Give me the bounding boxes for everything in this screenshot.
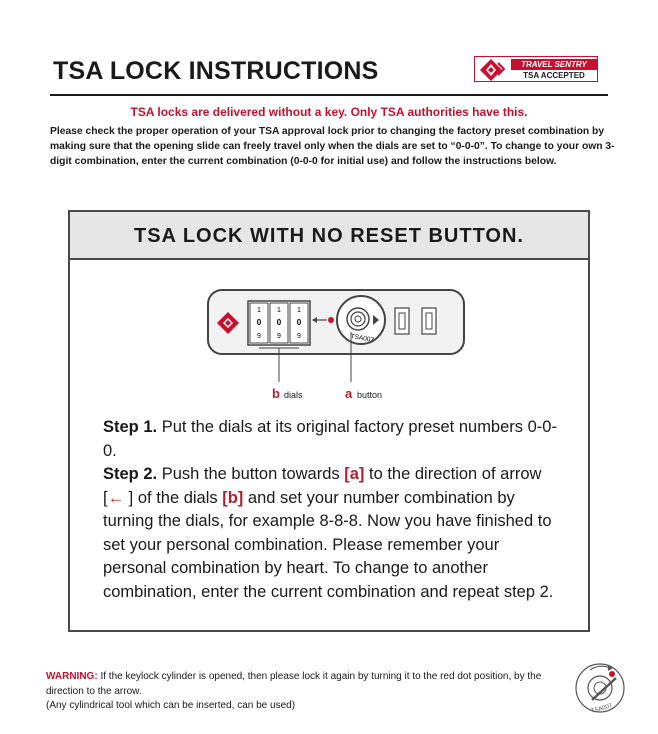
warning-stamp: TSA007: [590, 703, 613, 715]
dial-3-top: 1: [297, 307, 301, 314]
callout-b: [259, 348, 303, 401]
callout-b-text: dials: [284, 390, 303, 400]
step-1: [103, 416, 566, 463]
callout-a-letter: a: [345, 386, 353, 401]
page-title: TSA LOCK INSTRUCTIONS: [53, 57, 379, 85]
dial-1-mid: 0: [256, 318, 262, 327]
dial-3-bot: 9: [297, 333, 301, 340]
badge-line-tsa-accepted: TSA ACCEPTED: [523, 71, 585, 80]
warning-label: WARNING:: [46, 671, 98, 682]
step-1-label: Step 1.: [103, 418, 158, 436]
step-2-label: Step 2.: [103, 465, 158, 483]
lock-slider-right: [422, 308, 436, 334]
step-2-text-4: and set your number combination by turning the dials, for example 8-8-8. Now you have finished to set your personal combination. Please remember your personal combination by heart. To change to another combination, enter the current combination and repeat step 2.: [103, 488, 554, 601]
dial-3: [290, 303, 308, 343]
dial-1-top: 1: [257, 307, 261, 314]
dial-1-bot: 9: [257, 333, 261, 340]
step-2-ref-a: [a]: [344, 465, 365, 483]
callout-a-text: button: [357, 390, 383, 400]
cylinder-stamp: TSA007: [350, 333, 375, 345]
dial-2-mid: 0: [276, 318, 282, 327]
travel-sentry-badge: [474, 56, 598, 82]
step-2-text-3: ] of the dials: [124, 488, 223, 507]
keylock-cylinder-icon: [572, 660, 628, 716]
instruction-steps: [103, 416, 566, 604]
header-divider: [50, 94, 608, 96]
dial-3-mid: 0: [296, 318, 302, 327]
warning-text: If the keylock cylinder is opened, then please lock it again by turning it to the red dot position, by the direction to the arrow.: [46, 671, 542, 697]
dial-1: [250, 303, 268, 343]
callout-b-letter: b: [272, 386, 280, 401]
tsa-lock-illustration: [200, 282, 530, 412]
arrow-left-symbol: ←: [107, 488, 125, 507]
intro-paragraph: Please check the proper operation of your TSA approval lock prior to changing the factory preset combination by making sure that the opening slide can freely travel only when the dials are set to “0-0-0”. To change to your own 3-digit combination, enter the current combination (0-0-0 for initial use) and follow the instructions below.: [50, 126, 615, 167]
warning-tool-note: (Any cylindrical tool which can be inserted, can be used): [46, 700, 296, 711]
keylock-cylinder: [337, 296, 385, 344]
panel-title: TSA LOCK WITH NO RESET BUTTON.: [70, 212, 588, 260]
travel-sentry-logo-icon: [479, 58, 507, 82]
step-2-text-2: to the direction of arrow [: [103, 465, 542, 507]
step-2-text-1: Push the button towards: [157, 465, 345, 483]
lock-slider-left: [395, 308, 409, 334]
dial-2-top: 1: [277, 307, 281, 314]
page-header: [0, 0, 658, 100]
warning-note: [46, 670, 576, 714]
dial-2: [270, 303, 288, 343]
key-notice: TSA locks are delivered without a key. Only TSA authorities have this.: [130, 105, 528, 119]
badge-line-travel-sentry: TRAVEL SENTRY: [511, 59, 597, 70]
instructions-panel: [68, 210, 590, 632]
step-1-text: Put the dials at its original factory preset numbers 0-0-0.: [103, 418, 557, 460]
step-2-ref-b: [b]: [222, 488, 244, 507]
dial-2-bot: 9: [277, 333, 281, 340]
warning-line: [46, 670, 576, 699]
step-2: [103, 463, 566, 604]
